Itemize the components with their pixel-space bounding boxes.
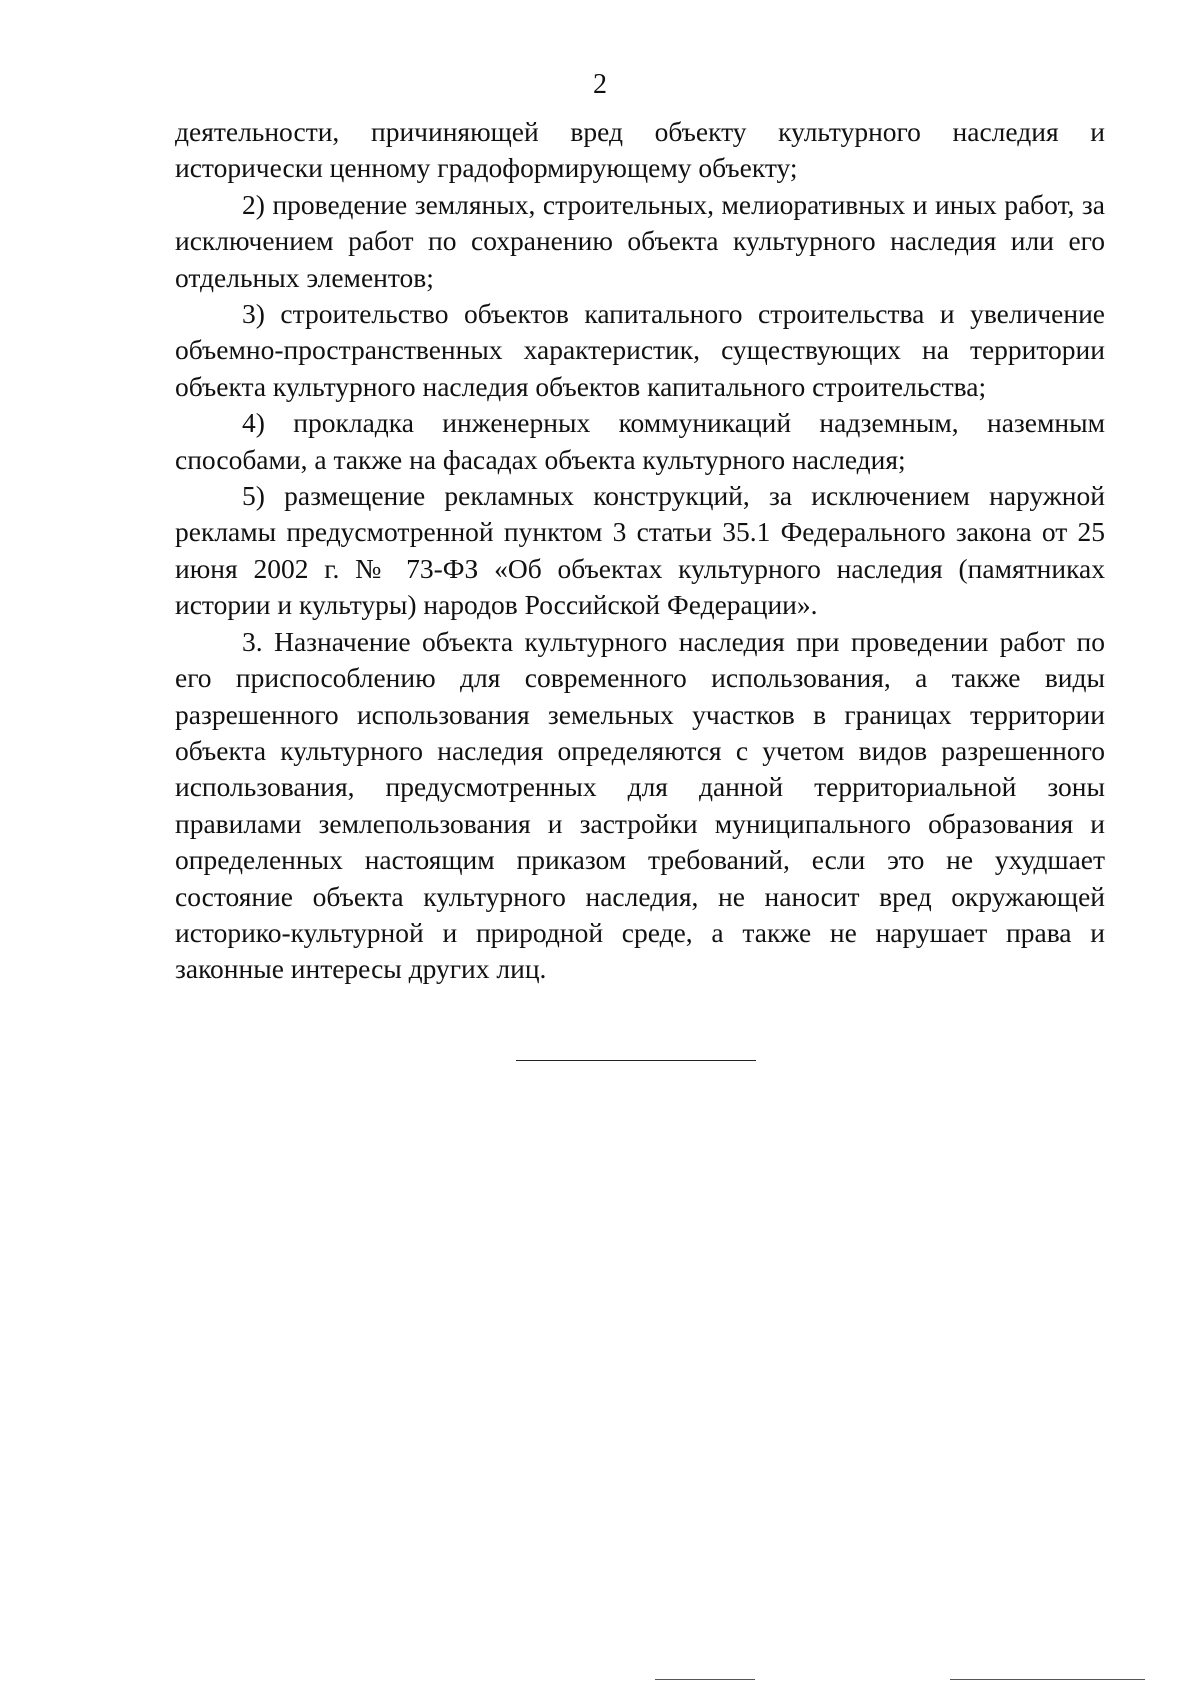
document-body <box>175 114 1105 988</box>
scan-edge-mark <box>950 1679 1145 1680</box>
end-divider <box>516 1060 756 1061</box>
paragraph-item-3: 3) строительство объектов капитального строительства и увеличение объемно-пространственных характеристик, существующих на территории объекта культурного наследия объектов капитального строительства; <box>175 298 1105 402</box>
paragraph-item-4: 4) прокладка инженерных коммуникаций надземным, наземным способами, а также на фасадах объекта культурного наследия; <box>175 407 1105 475</box>
page-number: 2 <box>593 69 607 100</box>
paragraph-item-2: 2) проведение земляных, строительных, мелиоративных и иных работ, за исключением работ по сохранению объекта культурного наследия или его отдельных элементов; <box>175 188 1105 293</box>
paragraph-section-3: 3. Назначение объекта культурного наследия при проведении работ по его приспособлению для современного использования, а также виды разрешенного использования земельных участков в границах территории объекта культурного наследия определяются с учетом видов разрешенного использования, предусмотренных для данной территориальной зоны правилами землепользования и застройки муниципального образования и определенных настоящим приказом требований, если это не ухудшает состояние объекта культурного наследия, не наносит вред окружающей историко-культурной и природной среде, а также не нарушает права и законные интересы других лиц. <box>175 625 1105 985</box>
paragraph-item-5: 5) размещение рекламных конструкций, за исключением наружной рекламы предусмотренной пунктом 3 статьи 35.1 Федерального закона от 25 июня 2002 г. № 73-ФЗ «Об объектах культурного наследия (памятниках истории и культуры) народов Российской Федерации». <box>175 480 1105 621</box>
scan-edge-mark <box>655 1679 755 1680</box>
paragraph-continuation: деятельности, причиняющей вред объекту культурного наследия и исторически ценному градоформирующему объекту; <box>175 116 1105 184</box>
